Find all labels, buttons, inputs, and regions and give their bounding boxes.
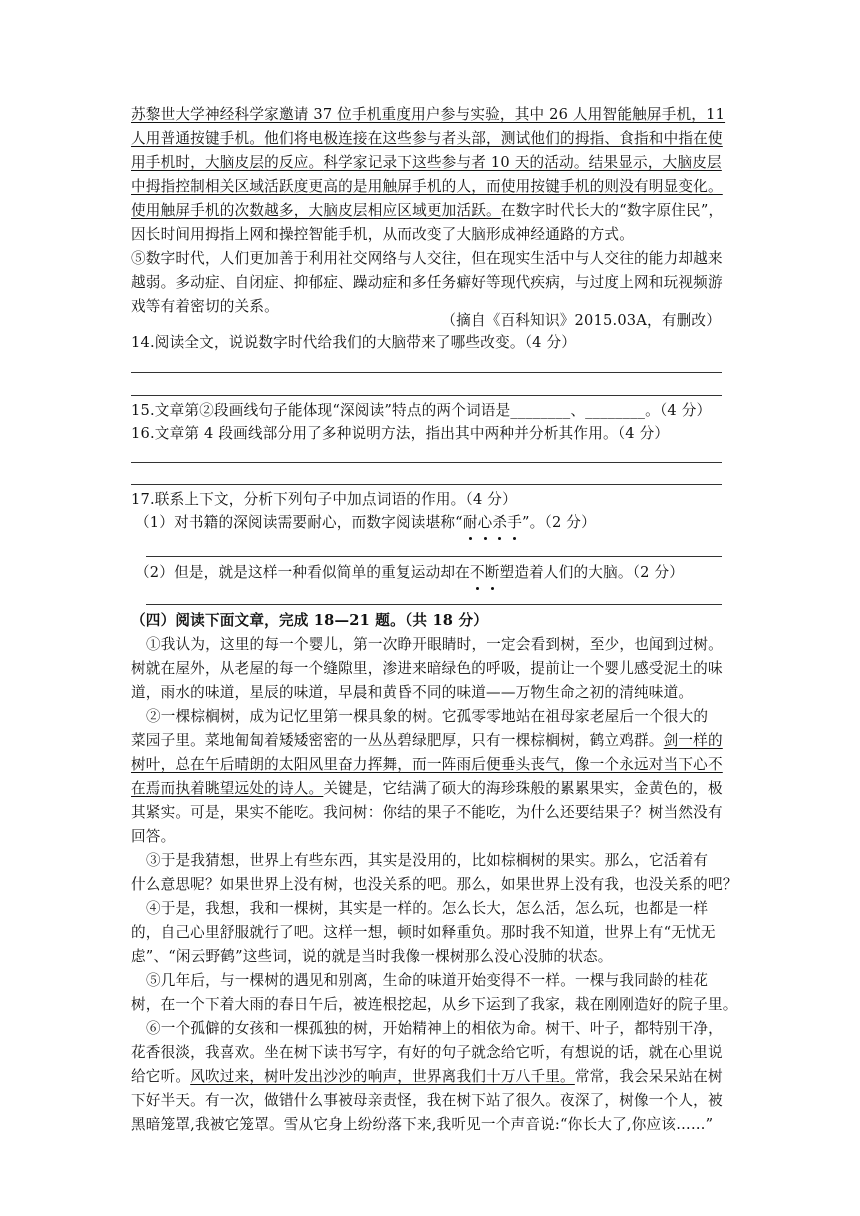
dotted-char: 手 <box>507 511 522 535</box>
underlined-text: 科学家记录下这些参与者 10 天的活动。结果显示，大脑皮层 <box>323 154 722 171</box>
paragraph-line: ④于是，我想，我和一棵树，其实是一样的。怎么长大，怎么活，怎么玩，也都是一样 <box>146 900 709 917</box>
question-17: 17.联系上下文，分析下列句子中加点词语的作用。（4 分） <box>131 491 517 508</box>
question-text: 塑造着人们的大脑。（2 分） <box>499 564 685 581</box>
passage-line: 中拇指控制相关区域活跃度更高的是用触屏手机的人，而使用按键手机的则没有明显变化。 <box>131 178 723 195</box>
answer-line <box>131 372 722 373</box>
dotted-char: 耐 <box>463 511 478 535</box>
plain-text: 常常，我会呆呆站在树 <box>574 1068 723 1085</box>
answer-line <box>131 484 722 485</box>
dotted-char: 杀 <box>492 511 507 535</box>
paragraph-line: 虑”、“闲云野鹤”这些词，说的就是当时我像一棵树那么没心没肺的状态。 <box>131 948 613 965</box>
paragraph-line: 的，自己心里舒服就行了吧。这样一想，顿时如释重负。那时我不知道，世界上有“无忧无 <box>131 924 716 941</box>
dotted-words <box>470 564 500 581</box>
dotted-words <box>463 514 522 531</box>
question-15: 15.文章第②段画线句子能体现“深阅读”特点的两个词语是________、________。（4 分） <box>131 402 712 419</box>
passage-line: 戏等有着密切的关系。 <box>131 298 279 315</box>
paragraph-line: 道，雨水的味道，星辰的味道，早晨和黄昏不同的味道——万物生命之初的清纯味道。 <box>131 684 694 701</box>
passage-line <box>131 199 731 223</box>
question-text: ”。（2 分） <box>522 514 596 531</box>
underlined-text: 用手机时，大脑皮层的反应。 <box>131 154 324 171</box>
passage-line <box>131 151 731 175</box>
answer-line <box>131 462 722 463</box>
passage-line: ⑤数字时代，人们更加善于利用社交网络与人交往，但在现实生活中与人交往的能力却越来 <box>131 250 723 267</box>
underlined-text: 风吹过来，树叶发出沙沙的响声，世界离我们十万八千里。 <box>190 1068 575 1085</box>
plain-text: 给它听。 <box>131 1068 191 1085</box>
dotted-char: 断 <box>485 561 500 585</box>
paragraph-line: 回答。 <box>131 828 176 845</box>
paragraph-line: 树就在屋外，从老屋的每一个缝隙里，渗进来暗绿色的呼吸，提前让一个婴儿感受泥土的味 <box>131 660 723 677</box>
plain-text: 菜园子里。菜地匍匐着矮矮密密的一丛丛碧绿肥厚，只有一棵棕榈树，鹤立鸡群。 <box>131 732 664 749</box>
plain-text: 在数字时代长大的“数字原住民”， <box>500 202 724 219</box>
passage-line: 越弱。多动症、自闭症、抑郁症、躁动症和多任务癖好等现代疾病，与过度上网和玩视频游 <box>131 274 723 291</box>
question-17-2 <box>135 561 735 585</box>
passage-line: 人用普通按键手机。他们将电极连接在这些参与者头部，测试他们的拇指、食指和中指在使 <box>131 130 723 147</box>
paragraph-line: ②一棵棕榈树，成为记忆里第一棵具象的树。它孤零零地站在祖母家老屋后一个很大的 <box>146 708 709 725</box>
paragraph-line <box>131 1065 731 1089</box>
answer-line <box>131 395 722 396</box>
underlined-text: 剑一样的 <box>663 732 723 749</box>
paragraph-line: 黑暗笼罩,我被它笼罩。雪从它身上纷纷落下来,我听见一个声音说:“你长大了,你应该……” <box>131 1116 714 1133</box>
section-heading: （四）阅读下面文章，完成 18—21 题。（共 18 分） <box>131 612 489 629</box>
paragraph-line: 树叶，总在午后晴朗的太阳风里奋力挥舞，而一阵雨后便垂头丧气，像一个永远对当下心不 <box>131 756 723 773</box>
question-text: （2）但是，就是这样一种看似简单的重复运动却在 <box>135 564 470 581</box>
source-citation: （摘自《百科知识》2015.03A，有删改） <box>441 312 721 329</box>
paragraph-line <box>131 729 731 753</box>
dotted-char: 不 <box>470 561 485 585</box>
question-14: 14.阅读全文，说说数字时代给我们的大脑带来了哪些改变。（4 分） <box>131 334 577 351</box>
paragraph-line: 花香很淡，我喜欢。坐在树下读书写字，有好的句子就念给它听，有想说的话，就在心里说 <box>131 1044 723 1061</box>
paragraph-line <box>131 777 731 801</box>
paragraph-line: ⑤几年后，与一棵树的遇见和别离，生命的味道开始变得不一样。一棵与我同龄的桂花 <box>146 972 709 989</box>
paragraph-line: 其紧实。可是，果实不能吃。我问树：你结的果子不能吃，为什么还要结果子？树当然没有 <box>131 804 723 821</box>
answer-line <box>146 604 722 605</box>
paragraph-line: ⑥一个孤僻的女孩和一棵孤独的树，开始精神上的相依为命。树干、叶子，都特别干净， <box>146 1020 723 1037</box>
paragraph-line: ①我认为，这里的每一个婴儿，第一次睁开眼睛时，一定会看到树，至少，也闻到过树。 <box>146 636 723 653</box>
paragraph-line: 下好半天。有一次，做错什么事被母亲责怪，我在树下站了很久。夜深了，树像一个人，被 <box>131 1092 723 1109</box>
paragraph-line: 树，在一个下着大雨的春日午后，被连根挖起，从乡下运到了我家，栽在刚刚造好的院子里。 <box>131 996 738 1013</box>
question-16: 16.文章第 4 段画线部分用了多种说明方法，指出其中两种并分析其作用。（4 分） <box>131 425 670 442</box>
answer-line <box>146 556 722 557</box>
underlined-text: 使用触屏手机的次数越多，大脑皮层相应区域更加活跃。 <box>131 202 501 219</box>
paragraph-line: 什么意思呢？如果世界上没有树，也没关系的吧。那么，如果世界上没有我，也没关系的吧？ <box>131 876 738 893</box>
question-text: （1）对书籍的深阅读需要耐心，而数字阅读堪称“ <box>135 514 463 531</box>
dotted-char: 心 <box>478 511 493 535</box>
paragraph-line: ③于是我猜想，世界上有些东西，其实是没用的，比如棕榈树的果实。那么，它活着有 <box>146 852 709 869</box>
plain-text: 关键是，它结满了硕大的海珍珠般的累累果实，金黄色的，极 <box>323 780 723 797</box>
passage-line: 因长时间用拇指上网和操控智能手机，从而改变了大脑形成神经通路的方式。 <box>131 226 634 243</box>
passage-line: 苏黎世大学神经科学家邀请 37 位手机重度用户参与实验，其中 26 人用智能触屏手机，11 <box>131 106 726 123</box>
underlined-text: 在焉而执着眺望远处的诗人。 <box>131 780 324 797</box>
question-17-1 <box>135 511 735 535</box>
